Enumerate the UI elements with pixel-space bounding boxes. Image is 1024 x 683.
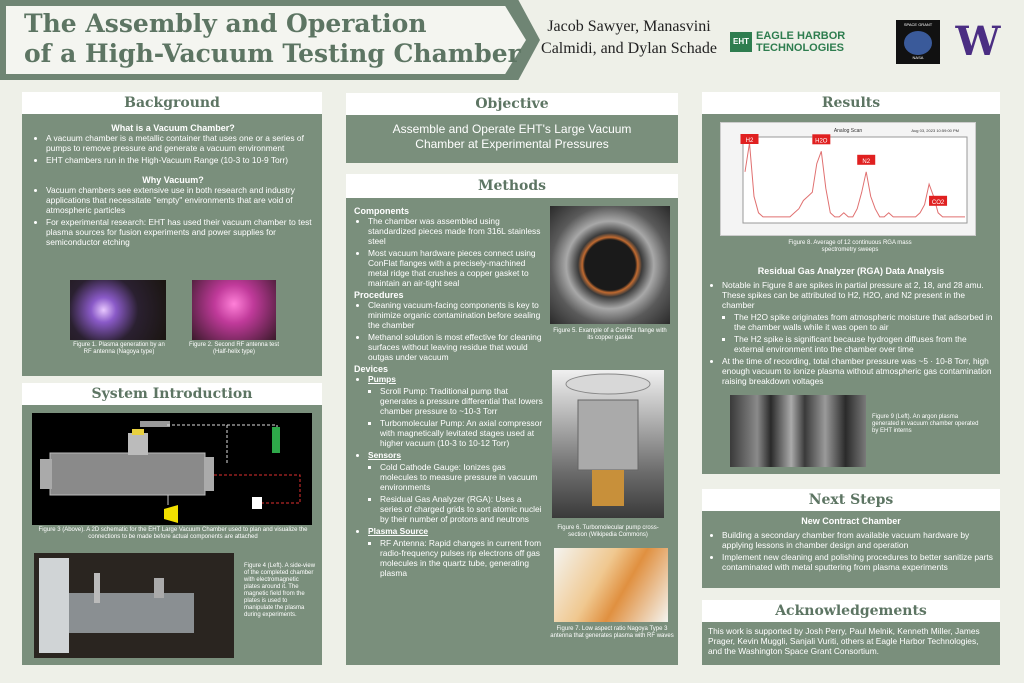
- nagoya-antenna-photo: [554, 548, 668, 622]
- peak-label-0: [740, 134, 758, 144]
- next-steps-text: [708, 516, 994, 574]
- next-bullet-2: • Implement new cleaning and polishing procedures to better sanitize parts contaminated with metal sputtering from plasma experiments: [722, 552, 994, 572]
- results-sub-bullet-2: ▪ The H2 spike is significant because hydrogen diffuses from the external environment into the chamber over time: [734, 334, 994, 354]
- svg-text:N2: N2: [862, 158, 871, 165]
- space-grant-logo: [896, 20, 940, 64]
- background-bullet-3: • Vacuum chambers see extensive use in both research and industry applications that necessitate "empty" environments that are void of atmospheric particles: [46, 185, 314, 215]
- next-steps-header: Next Steps: [702, 489, 1000, 511]
- plasma-nagoya-photo: [70, 280, 166, 340]
- figure-8-caption: Figure 8. Average of 12 continuous RGA mass spectrometry sweeps: [788, 240, 912, 253]
- rga-chart-svg: [721, 123, 975, 235]
- eht-logo-line-1: EAGLE HARBOR: [756, 30, 846, 42]
- sensor-bullet-1: ▪ Cold Cathode Gauge: Ionizes gas molecules to measure pressure in vacuum environments: [380, 462, 544, 492]
- results-bullet-1: • Notable in Figure 8 are spikes in partial pressure at 2, 18, and 28 amu. These spikes can be attributed to H2, H2O, and N2 present in the chamber: [722, 280, 994, 310]
- vacuum-chamber-question: What is a Vacuum Chamber?: [111, 123, 235, 133]
- eht-logo: [730, 28, 880, 58]
- svg-text:H2: H2: [745, 138, 754, 144]
- chart-date: Aug 03, 2023 10:59:00 PM: [911, 128, 959, 133]
- title-line-1: The Assembly and Operation: [24, 9, 427, 38]
- poster-title: [24, 9, 521, 69]
- rack-shape: [39, 558, 69, 653]
- chamber-photo-shape: [64, 593, 194, 633]
- chart-title: Analog Scan: [833, 128, 863, 134]
- motor-shape: [592, 470, 624, 506]
- figure-4-caption: Figure 4 (Left). A side-view of the completed chamber with electromagnetic plates around it. The magnetic field from the plates is used to manipulate the plasma during experiments.: [244, 563, 316, 618]
- new-contract-chamber-title: New Contract Chamber: [801, 516, 901, 526]
- chamber-body-shape: [50, 453, 205, 495]
- chamber-side-photo: [34, 553, 234, 658]
- plot-area: [743, 137, 967, 223]
- rga-analysis-title: Residual Gas Analyzer (RGA) Data Analysis: [757, 266, 945, 276]
- rga-chart: [720, 122, 976, 236]
- results-bullet-2: • At the time of recording, total chamber pressure was ~5 · 10-8 Torr, high enough vacuum to ionize plasma without atmospheric gas contamination raising breakdown voltages: [722, 356, 994, 386]
- pump-bullet-1: ▪ Scroll Pump: Traditional pump that generates a pressure differential that lowers chamber pressure to ~10-3 Torr: [380, 386, 544, 416]
- figure-5-caption: Figure 5. Example of a ConFlat flange with its copper gasket: [553, 328, 667, 341]
- procedures-bullet-1: • Cleaning vacuum-facing components is key to minimize organic contamination before sealing the chamber: [368, 300, 544, 330]
- results-header: Results: [702, 92, 1000, 114]
- figure-3-caption: Figure 3 (Above). A 2D schematic for the EHT Large Vacuum Chamber used to plan and visualize the connections to be made before actual components are attached: [38, 527, 308, 540]
- space-grant-label: SPACE GRANT: [903, 22, 933, 27]
- objective-text: Assemble and Operate EHT's Large Vacuum Chamber at Experimental Pressures: [392, 122, 632, 151]
- left-flange-shape: [40, 459, 52, 489]
- background-text: [32, 123, 314, 249]
- rotor-stack-shape: [578, 400, 638, 470]
- svg-text:H2O: H2O: [815, 138, 828, 145]
- procedures-bullet-2: • Methanol solution is most effective for cleaning surfaces without leaving residue that would outgas under vacuum: [368, 332, 544, 362]
- plasma-bullet-1: ▪ RF Antenna: Rapid changes in current from radio-frequency pulses rip electrons off gas molecules in the quartz tube, generating plasma: [380, 538, 544, 578]
- authors-line-1: Jacob Sawyer, Manasvini: [547, 18, 711, 35]
- figure-7-caption: Figure 7. Low aspect ratio Nagoya Type 3 antenna that generates plasma with RF waves: [550, 626, 674, 639]
- turbo-pump-photo: [552, 370, 664, 518]
- objective-header: Objective: [346, 93, 678, 115]
- pump-bullet-2: ▪ Turbomolecular Pump: An axial compressor with magnetically levitated stages used at higher vacuum (10-3 to 10-12 Torr): [380, 418, 544, 448]
- background-bullet-4: • For experimental research: EHT has used their vacuum chamber to test plasma sources for fusion experiments and power supplies for semiconductor etching: [46, 217, 314, 247]
- background-bullet-1: • A vacuum chamber is a metallic container that uses one or a series of pumps to remove pressure and generate a vacuum environment: [46, 133, 314, 153]
- pump-box-shape: [252, 497, 262, 509]
- dashed-line-2: [227, 425, 277, 427]
- schematic-drawing: [32, 413, 312, 525]
- post-shape: [94, 573, 100, 603]
- components-bullet-2: • Most vacuum hardware pieces connect using ConFlat flanges with a precisely-machined metal ridge that crushes a copper gasket to maintain an air-tight seal: [368, 248, 544, 288]
- pipe-top-shape: [140, 421, 170, 427]
- eht-logo-line-2: TECHNOLOGIES: [756, 42, 845, 54]
- uw-w-icon: W: [955, 18, 1001, 65]
- conflat-flange-photo: [550, 206, 670, 324]
- methods-text: [354, 206, 544, 580]
- argon-plasma-photo: [730, 395, 866, 467]
- pumps-heading: • Pumps: [368, 374, 544, 384]
- sensor-bullet-2: ▪ Residual Gas Analyzer (RGA): Uses a series of charged grids to sort atomic nuclei by their number of protons and neutrons: [380, 494, 544, 524]
- peak-label-2: [857, 155, 875, 165]
- authors: [540, 16, 718, 60]
- acknowledgements-text: This work is supported by Josh Perry, Paul Melnik, Kenneth Miller, James Prager, Kevin Muggli, Sanjali Vuriti, others at Eagle Harbor Technologies, and the Washington Space Grant Consortium.: [708, 626, 980, 656]
- right-flange-shape: [204, 457, 214, 491]
- figure-2-caption: Figure 2. Second RF antenna test (Half-helix type): [188, 342, 280, 355]
- acknowledgements-header: Acknowledgements: [702, 600, 1000, 622]
- components-bullet-1: • The chamber was assembled using standardized pieces made from 316L stainless steel: [368, 216, 544, 246]
- components-heading: Components: [354, 206, 409, 216]
- turbo-pump-sketch: [552, 370, 664, 518]
- uw-logo: [952, 18, 1004, 65]
- devices-heading: Devices: [354, 364, 389, 374]
- results-sub-bullet-1: ▪ The H2O spike originates from atmospheric moisture that adsorbed in the chamber walls while it was open to air: [734, 312, 994, 332]
- port-shape: [154, 578, 164, 598]
- procedures-heading: Procedures: [354, 290, 404, 300]
- title-line-2: of a High-Vacuum Testing Chamber: [24, 39, 521, 68]
- plasma-helix-photo: [192, 280, 276, 340]
- background-header: Background: [22, 92, 322, 114]
- green-cylinder-shape: [272, 427, 280, 453]
- title-banner: [0, 0, 1024, 80]
- svg-text:CO2: CO2: [931, 199, 945, 206]
- globe-icon: [904, 31, 932, 55]
- why-vacuum-question: Why Vacuum?: [142, 175, 204, 185]
- plasma-source-heading: • Plasma Source: [368, 526, 544, 536]
- peak-label-3: [929, 196, 947, 206]
- top-port-shape: [128, 433, 148, 455]
- results-text: [708, 266, 994, 388]
- eht-badge: EHT: [730, 32, 752, 52]
- yellow-pump-shape: [164, 505, 178, 523]
- yellow-fitting-shape: [132, 429, 144, 435]
- figure-1-caption: Figure 1. Plasma generation by an RF antenna (Nagoya type): [73, 342, 165, 355]
- system-header: System Introduction: [22, 383, 322, 405]
- methods-header: Methods: [346, 174, 678, 198]
- peak-label-1: [812, 134, 830, 144]
- chamber-schematic: [32, 413, 312, 525]
- figure-9-caption: Figure 9 (Left). An argon plasma generated in vacuum chamber operated by EHT interns: [872, 414, 979, 434]
- background-bullet-2: • EHT chambers run in the High-Vacuum Range (10-3 to 10-9 Torr): [46, 155, 314, 165]
- eht-logo-text: [756, 30, 845, 54]
- pump-top-ellipse: [566, 374, 650, 394]
- authors-line-2: Calmidi, and Dylan Schade: [541, 40, 717, 57]
- figure-6-caption: Figure 6. Turbomolecular pump cross-section (Wikipedia Commons): [557, 525, 659, 538]
- nasa-label: NASA: [912, 55, 924, 60]
- lab-photo-sketch: [34, 553, 234, 658]
- sensors-heading: • Sensors: [368, 450, 544, 460]
- next-bullet-1: • Building a secondary chamber from available vacuum hardware by applying lessons in chamber design and operation: [722, 530, 994, 550]
